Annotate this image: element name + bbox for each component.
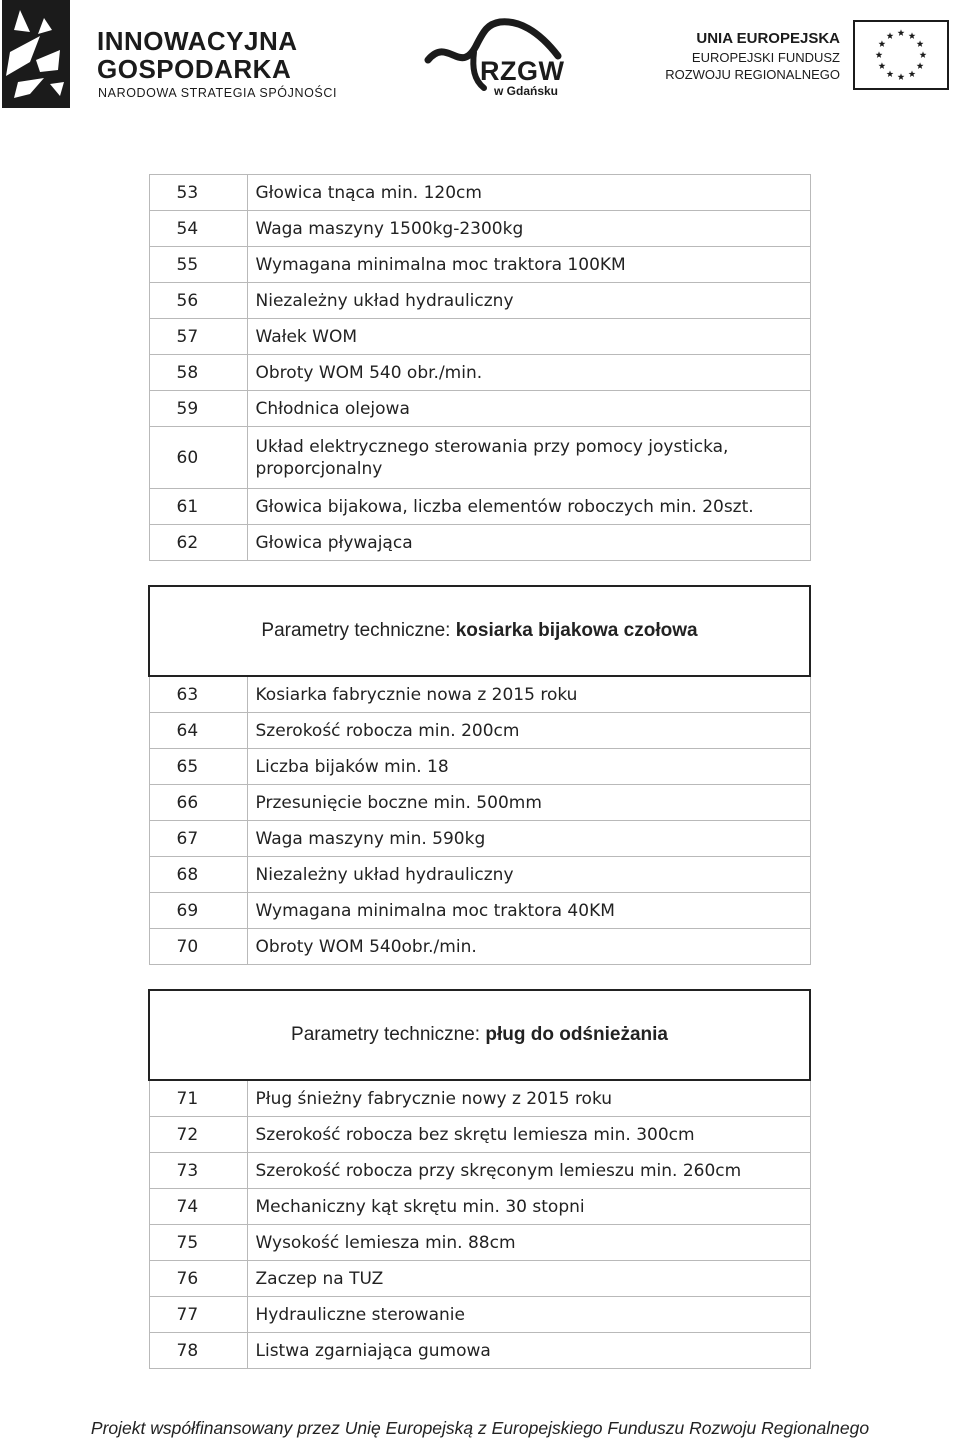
row-number: 72 — [149, 1117, 247, 1153]
section-header-row — [149, 586, 810, 676]
innowacyjna-gospodarka-emblem-icon — [0, 0, 72, 108]
row-number: 73 — [149, 1153, 247, 1189]
row-description: Pług śnieżny fabrycznie nowy z 2015 roku — [247, 1080, 810, 1117]
section-title: pług do odśnieżania — [485, 1024, 668, 1045]
table-row — [149, 1297, 810, 1333]
row-description: Listwa zgarniająca gumowa — [247, 1333, 810, 1369]
row-number: 53 — [149, 175, 247, 211]
table-row — [149, 247, 810, 283]
row-number: 77 — [149, 1297, 247, 1333]
spacer-cell — [149, 561, 810, 587]
eu-logo-line1: UNIA EUROPEJSKA — [696, 30, 840, 47]
table-row — [149, 1189, 810, 1225]
logo-line-innowacyjna: INNOWACYJNA — [97, 26, 298, 56]
row-description: Szerokość robocza min. 200cm — [247, 713, 810, 749]
table-row — [149, 929, 810, 965]
logo-line-gospodarka: GOSPODARKA — [97, 54, 292, 84]
row-number: 68 — [149, 857, 247, 893]
table-row — [149, 355, 810, 391]
table-row — [149, 1333, 810, 1369]
rzgw-subtitle: w Gdańsku — [494, 84, 559, 98]
spacer-cell — [149, 965, 810, 991]
row-number: 62 — [149, 525, 247, 561]
table-row — [149, 525, 810, 561]
table-row — [149, 283, 810, 319]
row-description: Niezależny układ hydrauliczny — [247, 857, 810, 893]
table-row — [149, 749, 810, 785]
row-number: 63 — [149, 676, 247, 713]
table-row — [149, 175, 810, 211]
row-description: Obroty WOM 540obr./min. — [247, 929, 810, 965]
row-number: 54 — [149, 211, 247, 247]
row-number: 57 — [149, 319, 247, 355]
row-number: 66 — [149, 785, 247, 821]
eu-logo — [660, 18, 955, 98]
row-description: Niezależny układ hydrauliczny — [247, 283, 810, 319]
table-row — [149, 785, 810, 821]
table-row — [149, 489, 810, 525]
section-prefix: Parametry techniczne: — [291, 1024, 486, 1045]
row-description: Hydrauliczne sterowanie — [247, 1297, 810, 1333]
row-description: Liczba bijaków min. 18 — [247, 749, 810, 785]
table-row — [149, 1153, 810, 1189]
logo-line-strategia: NARODOWA STRATEGIA SPÓJNOŚCI — [98, 86, 338, 100]
table-row — [149, 1117, 810, 1153]
row-description: Waga maszyny min. 590kg — [247, 821, 810, 857]
row-description: Układ elektrycznego sterowania przy pomocy joysticka, proporcjonalny — [247, 427, 810, 489]
row-number: 65 — [149, 749, 247, 785]
row-number: 58 — [149, 355, 247, 391]
table-row — [149, 676, 810, 713]
row-number: 56 — [149, 283, 247, 319]
row-number: 75 — [149, 1225, 247, 1261]
row-number: 60 — [149, 427, 247, 489]
table-row — [149, 857, 810, 893]
table-row — [149, 821, 810, 857]
row-number: 76 — [149, 1261, 247, 1297]
row-description: Mechaniczny kąt skrętu min. 30 stopni — [247, 1189, 810, 1225]
row-number: 70 — [149, 929, 247, 965]
rzgw-name: RZGW — [480, 56, 565, 86]
rzgw-logo — [418, 16, 578, 102]
section-spacer — [149, 965, 810, 991]
table-row — [149, 319, 810, 355]
table-row — [149, 1261, 810, 1297]
project-footer: Projekt współfinansowany przez Unię Europejską z Europejskiego Funduszu Rozwoju Regionalnego — [90, 1418, 870, 1438]
table-row — [149, 713, 810, 749]
row-description: Zaczep na TUZ — [247, 1261, 810, 1297]
row-number: 71 — [149, 1080, 247, 1117]
row-number: 67 — [149, 821, 247, 857]
row-description: Wałek WOM — [247, 319, 810, 355]
row-description: Głowica tnąca min. 120cm — [247, 175, 810, 211]
section-prefix: Parametry techniczne: — [261, 620, 456, 641]
row-description: Wymagana minimalna moc traktora 100KM — [247, 247, 810, 283]
row-number: 69 — [149, 893, 247, 929]
row-description: Głowica bijakowa, liczba elementów roboczych min. 20szt. — [247, 489, 810, 525]
technical-parameters-table — [148, 174, 811, 1369]
row-description: Kosiarka fabrycznie nowa z 2015 roku — [247, 676, 810, 713]
eu-flag-icon — [853, 20, 949, 90]
row-number: 78 — [149, 1333, 247, 1369]
table-row — [149, 391, 810, 427]
eu-logo-line2: EUROPEJSKI FUNDUSZ — [691, 50, 840, 65]
eu-logo-line3: ROZWOJU REGIONALNEGO — [665, 67, 840, 82]
table-row — [149, 211, 810, 247]
row-description: Przesunięcie boczne min. 500mm — [247, 785, 810, 821]
row-description: Chłodnica olejowa — [247, 391, 810, 427]
table-row — [149, 1225, 810, 1261]
section-header — [149, 990, 810, 1080]
row-description: Szerokość robocza bez skrętu lemiesza min. 300cm — [247, 1117, 810, 1153]
section-header-row — [149, 990, 810, 1080]
section-title: kosiarka bijakowa czołowa — [455, 620, 698, 641]
innowacyjna-gospodarka-logo — [0, 0, 345, 108]
row-description: Szerokość robocza przy skręconym lemieszu min. 260cm — [247, 1153, 810, 1189]
row-description: Wymagana minimalna moc traktora 40KM — [247, 893, 810, 929]
section-spacer — [149, 561, 810, 587]
row-description: Obroty WOM 540 obr./min. — [247, 355, 810, 391]
row-number: 61 — [149, 489, 247, 525]
table-row — [149, 893, 810, 929]
row-number: 64 — [149, 713, 247, 749]
section-header — [149, 586, 810, 676]
row-number: 74 — [149, 1189, 247, 1225]
table-row — [149, 427, 810, 489]
row-description: Wysokość lemiesza min. 88cm — [247, 1225, 810, 1261]
row-description: Waga maszyny 1500kg-2300kg — [247, 211, 810, 247]
table-row — [149, 1080, 810, 1117]
row-number: 55 — [149, 247, 247, 283]
row-description: Głowica pływająca — [247, 525, 810, 561]
row-number: 59 — [149, 391, 247, 427]
